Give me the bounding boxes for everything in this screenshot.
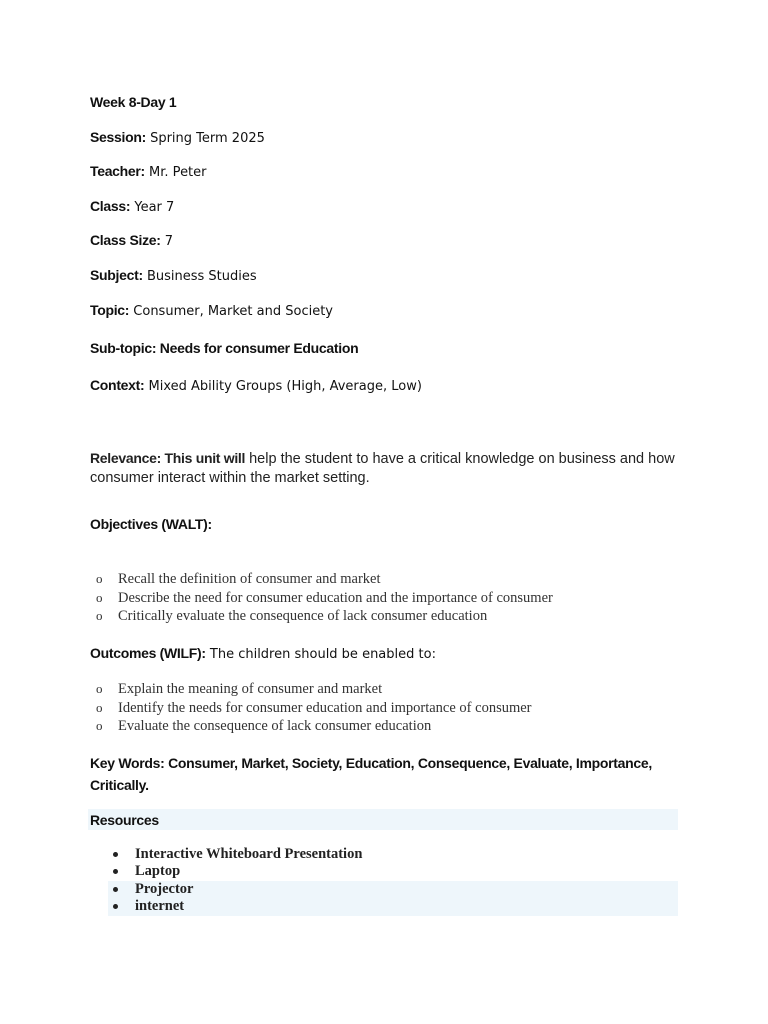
circle-bullet-icon: o: [96, 681, 103, 696]
bullet-dot-icon: [113, 904, 118, 909]
list-item: o Describe the need for consumer education and the importance of consumer: [96, 589, 553, 606]
class-row: [90, 198, 174, 216]
context-value: Mixed Ability Groups (High, Average, Low): [144, 379, 422, 394]
outcomes-row: [90, 645, 436, 663]
context-row: [90, 377, 422, 395]
list-item: o Recall the definition of consumer and market: [96, 571, 381, 587]
subject-value: Business Studies: [142, 269, 257, 284]
list-item: internet: [110, 898, 362, 915]
objectives-list: [90, 570, 553, 626]
circle-bullet-icon: o: [96, 589, 103, 605]
teacher-label: Teacher:: [90, 163, 145, 179]
outcomes-list: [90, 680, 532, 736]
class-label: Class:: [90, 198, 131, 214]
circle-bullet-icon: o: [96, 699, 103, 715]
session-value: Spring Term 2025: [145, 131, 265, 146]
resources-heading: Resources: [90, 812, 159, 828]
topic-value: Consumer, Market and Society: [129, 304, 334, 319]
topic-label: Topic:: [90, 302, 130, 318]
bullet-dot-icon: [113, 887, 118, 892]
teacher-value: Mr. Peter: [144, 165, 207, 180]
list-item: Laptop: [110, 863, 362, 880]
topic-row: [90, 302, 333, 320]
context-label: Context:: [90, 377, 145, 393]
class-size-row: [90, 232, 173, 250]
circle-bullet-icon: o: [96, 571, 103, 586]
bullet-dot-icon: [113, 852, 118, 857]
session-label: Session:: [90, 129, 146, 145]
resources-list: [110, 846, 362, 915]
list-item: o Identify the needs for consumer education and importance of consumer: [96, 699, 532, 716]
bullet-dot-icon: [113, 869, 118, 874]
list-item: Projector: [110, 881, 362, 898]
outcomes-label: Outcomes (WILF):: [90, 645, 206, 661]
session-row: [90, 129, 265, 147]
subject-row: [90, 267, 257, 285]
list-item: o Evaluate the consequence of lack consumer education: [96, 718, 432, 734]
objectives-heading: Objectives (WALT):: [90, 516, 212, 532]
list-item: o Critically evaluate the consequence of lack consumer education: [96, 608, 488, 624]
relevance-paragraph: [90, 449, 690, 488]
subtopic-heading: Sub-topic: Needs for consumer Education: [90, 340, 359, 356]
subject-label: Subject:: [90, 267, 143, 283]
teacher-row: [90, 163, 207, 181]
list-item: Interactive Whiteboard Presentation: [110, 846, 362, 863]
week-day-heading: Week 8-Day 1: [90, 94, 177, 110]
outcomes-text: The children should be enabled to:: [205, 647, 436, 662]
circle-bullet-icon: o: [96, 718, 103, 733]
resources-heading-shade: [88, 809, 678, 830]
relevance-text: help the student to have a critical knowledge on business and how consumer interact within the market setting.: [90, 451, 675, 486]
class-size-value: 7: [160, 234, 174, 249]
list-item: o Explain the meaning of consumer and market: [96, 681, 383, 697]
relevance-label: Relevance: This unit will: [90, 450, 246, 466]
circle-bullet-icon: o: [96, 608, 103, 623]
class-value: Year 7: [130, 200, 175, 215]
key-words: Key Words: Consumer, Market, Society, Education, Consequence, Evaluate, Importance, Critically.: [90, 755, 652, 793]
class-size-label: Class Size:: [90, 232, 161, 248]
